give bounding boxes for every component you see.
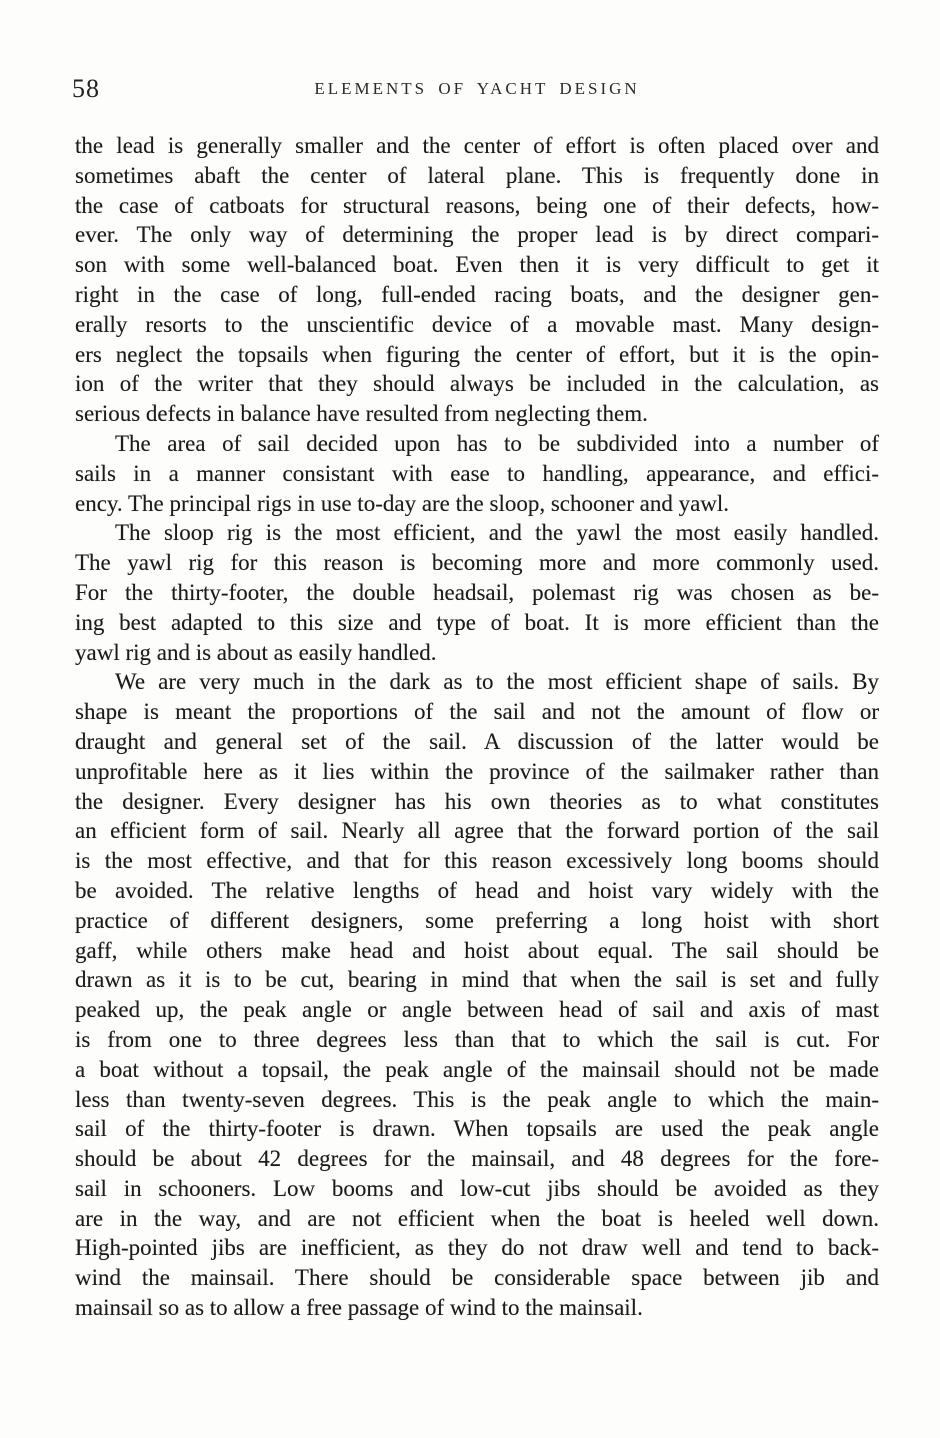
- text-line: are in the way, and are not efficient when the boat is heeled well down.: [75, 1205, 879, 1231]
- text-line: The area of sail decided upon has to be subdivided into a number of: [115, 430, 879, 456]
- text-line: For the thirty-footer, the double headsail, polemast rig was chosen as be-: [75, 579, 879, 605]
- text-line: ing best adapted to this size and type of boat. It is more efficient than the: [75, 609, 879, 635]
- text-line: peaked up, the peak angle or angle between head of sail and axis of mast: [75, 997, 879, 1023]
- text-line: ency. The principal rigs in use to-day are the sloop, schooner and yawl.: [75, 490, 730, 516]
- text-line: ers neglect the topsails when figuring the center of effort, but it is the opin-: [75, 341, 879, 367]
- text-line: ion of the writer that they should always be included in the calculation, as: [75, 371, 879, 397]
- text-line: ever. The only way of determining the proper lead is by direct compari-: [75, 222, 879, 248]
- text-line: gaff, while others make head and hoist about equal. The sail should be: [75, 937, 879, 963]
- text-line: sail of the thirty-footer is drawn. When topsails are used the peak angle: [75, 1116, 879, 1142]
- text-line: draught and general set of the sail. A discussion of the latter would be: [75, 728, 879, 754]
- text-line: The yawl rig for this reason is becoming more and more commonly used.: [75, 550, 879, 576]
- text-line: yawl rig and is about as easily handled.: [75, 639, 437, 665]
- running-header-title: ELEMENTS OF YACHT DESIGN: [314, 79, 640, 98]
- text-line: son with some well-balanced boat. Even then it is very difficult to get it: [75, 252, 879, 278]
- page-number: 58: [72, 74, 100, 103]
- page-body-text: [75, 131, 879, 1323]
- text-line: drawn as it is to be cut, bearing in mind that when the sail is set and fully: [75, 967, 879, 993]
- text-line: is from one to three degrees less than that to which the sail is cut. For: [75, 1026, 879, 1052]
- text-line: the case of catboats for structural reasons, being one of their defects, how-: [75, 192, 879, 218]
- text-line: the lead is generally smaller and the center of effort is often placed over and: [75, 133, 879, 158]
- text-line: a boat without a topsail, the peak angle of the mainsail should not be made: [75, 1056, 879, 1082]
- text-line: right in the case of long, full-ended racing boats, and the designer gen-: [75, 281, 879, 307]
- text-line: should be about 42 degrees for the mainsail, and 48 degrees for the fore-: [75, 1146, 879, 1172]
- text-line: less than twenty-seven degrees. This is the peak angle to which the main-: [75, 1086, 879, 1112]
- text-line: erally resorts to the unscientific device of a movable mast. Many design-: [75, 311, 879, 337]
- text-line: shape is meant the proportions of the sail and not the amount of flow or: [75, 699, 879, 725]
- text-line: an efficient form of sail. Nearly all agree that the forward portion of the sail: [75, 818, 879, 844]
- text-line: is the most effective, and that for this reason excessively long booms should: [75, 848, 879, 874]
- page-header: [72, 74, 879, 104]
- text-line: The sloop rig is the most efficient, and the yawl the most easily handled.: [115, 520, 879, 546]
- text-line: practice of different designers, some preferring a long hoist with short: [75, 907, 879, 933]
- text-line: sometimes abaft the center of lateral plane. This is frequently done in: [75, 162, 879, 188]
- text-line: wind the mainsail. There should be considerable space between jib and: [75, 1265, 879, 1291]
- text-line: be avoided. The relative lengths of head and hoist vary widely with the: [75, 877, 879, 903]
- text-line: We are very much in the dark as to the most efficient shape of sails. By: [115, 669, 879, 695]
- text-line: the designer. Every designer has his own theories as to what constitutes: [75, 788, 879, 814]
- text-line: High-pointed jibs are inefficient, as they do not draw well and tend to back-: [75, 1235, 879, 1261]
- text-line: serious defects in balance have resulted from neglecting them.: [75, 401, 648, 427]
- text-line: sails in a manner consistant with ease to handling, appearance, and effici-: [75, 460, 879, 486]
- text-line: mainsail so as to allow a free passage of wind to the mainsail.: [75, 1295, 643, 1321]
- text-line: unprofitable here as it lies within the province of the sailmaker rather than: [75, 758, 879, 784]
- text-line: sail in schooners. Low booms and low-cut jibs should be avoided as they: [75, 1175, 879, 1201]
